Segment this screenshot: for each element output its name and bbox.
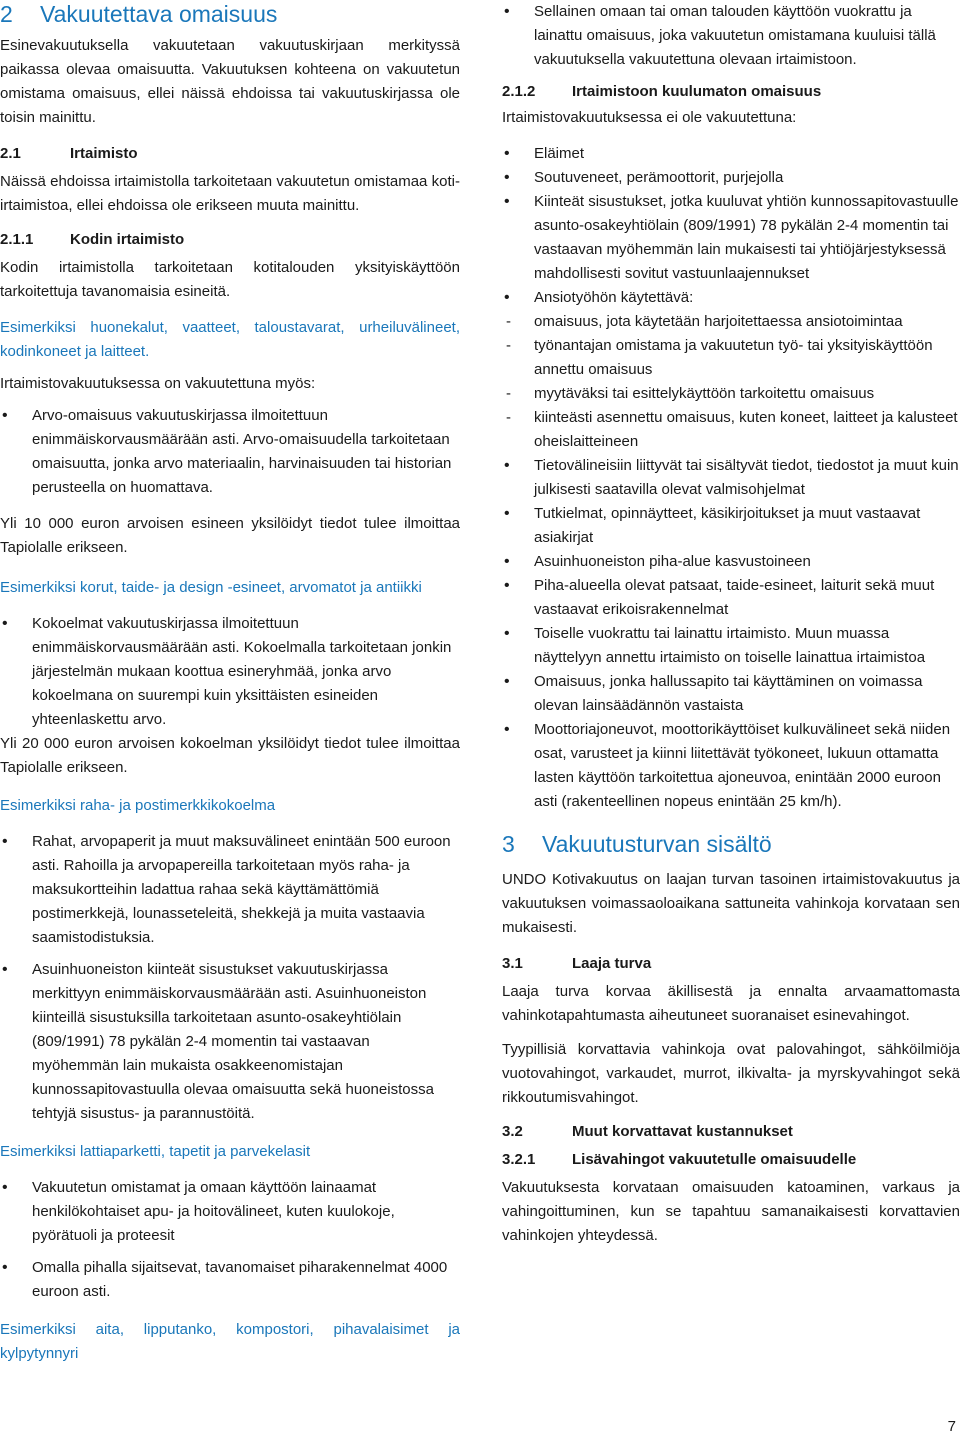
list-item: • Eläimet xyxy=(502,142,960,166)
list-item: • Arvo-omaisuus vakuutuskirjassa ilmoitettuun enimmäiskorvausmäärään asti. Arvo-omaisuudella tarkoitetaan omaisuutta, jonka arvo materiaalin, harvinaisuuden tai historian perusteella on huomattava. xyxy=(0,404,460,500)
example-note-3: Esimerkiksi raha- ja postimerkkikokoelma xyxy=(0,797,276,814)
list-item: • Kokoelmat vakuutuskirjassa ilmoitettuun enimmäiskorvausmäärään asti. Kokoelmalla tarkoitetaan jonkin järjestelmän mukaan koottua esineryhmää, jonka arvo kokoelmana on suurempi kuin yksittäisten esineiden yhteenlaskettu arvo. xyxy=(0,612,460,732)
list-item: • Moottoriajoneuvot, moottorikäyttöiset kulkuvälineet sekä niiden osat, varusteet ja kiinni liitettävät työkoneet, lukuun ottamatta lasten käyttöön tarkoitettua ajoneuvoa, enintään 2000 euroon asti (rakenteellinen nopeus enintään 25 km/h). xyxy=(502,718,960,814)
dash-item: - myytäväksi tai esittelykäyttöön tarkoitettu omaisuus xyxy=(502,382,960,406)
subsection-2-1-paragraph: Näissä ehdoissa irtaimistolla tarkoitetaan vakuutetun omistamaa koti-irtaimistoa, ellei ehdoissa ole erikseen muuta mainittu. xyxy=(0,173,460,214)
subsection-2-1-2-paragraph: Irtaimistovakuutuksessa ei ole vakuutettuna: xyxy=(502,109,797,126)
intro-paragraph: Esinevakuutuksella vakuutetaan vakuutuskirjaan merkityssä paikassa olevaa omaisuutta. Vakuutuksen kohteena on vakuutetun omistama omaisuus, ellei näissä ehdoissa tai vakuutuskirjassa ole toisin mainittu. xyxy=(0,37,460,126)
dash-item: - omaisuus, jota käytetään harjoitettaessa ansiotoimintaa xyxy=(502,310,960,334)
list-item: • Vakuutetun omistamat ja omaan käyttöön lainaamat henkilökohtaiset apu- ja hoitovälineet, kuten kuulokoje, pyörätuoli ja proteesit xyxy=(0,1176,460,1248)
list-item: • Soutuveneet, perämoottorit, purjejolla xyxy=(502,166,960,190)
section-2-heading: 2 Vakuutettava omaisuus xyxy=(0,1,278,27)
list-item: • Toiselle vuokrattu tai lainattu irtaimisto. Muun muassa näyttelyyn annettu irtaimisto on toiselle lainattua irtaimistoa xyxy=(502,622,960,670)
subsection-3-2-1-heading: 3.2.1 Lisävahingot vakuutetulle omaisuudelle xyxy=(502,1151,857,1168)
subsection-3-1-paragraph-b: Tyypillisiä korvattavia vahinkoja ovat palovahingot, sähköilmiöja vuotovahingot, varkaudet, murrot, ilkivalta- ja myrskyvahingot sekä rikkoutumisvahingot. xyxy=(502,1041,960,1106)
list-item: • Sellainen omaan tai oman talouden käyttöön vuokrattu ja lainattu omaisuus, joka vakuutetun omistamana kuuluisi tällä vakuutuksella vakuutettuna olevaan irtaimistoon. xyxy=(502,0,960,72)
business-use-dash-list xyxy=(502,310,960,454)
dash-item: - kiinteästi asennettu omaisuus, kuten koneet, laitteet ja kalusteet oheislaitteineen xyxy=(502,406,960,454)
subsection-3-2-heading: 3.2 Muut korvattavat kustannukset xyxy=(502,1123,793,1140)
list-item: • Omalla pihalla sijaitsevat, tavanomaiset piharakennelmat 4000 euroon asti. xyxy=(0,1256,460,1304)
example-note-1: Esimerkiksi huonekalut, vaatteet, taloustavarat, urheiluvälineet, kodinkoneet ja laitteet. xyxy=(0,319,460,360)
example-note-2: Esimerkiksi korut, taide- ja design -esineet, arvomatot ja antiikki xyxy=(0,579,422,596)
section-3-paragraph: UNDO Kotivakuutus on laajan turvan tasoinen irtaimistovakuutus ja vakuutuksen voimassaoloaikana sattuneita vahinkoja korvataan sen mukaisesti. xyxy=(502,871,960,936)
subsection-2-1-1-heading: 2.1.1 Kodin irtaimisto xyxy=(0,231,185,248)
subsection-3-2-1-paragraph: Vakuutuksesta korvataan omaisuuden katoaminen, varkaus ja vahingoittuminen, kun se tapahtuu samanaikaisesti korvattavien vahinkojen yhteydessä. xyxy=(502,1179,960,1244)
list-item: • Asuinhuoneiston piha-alue kasvustoineen xyxy=(502,550,960,574)
subsection-2-1-heading: 2.1 Irtaimisto xyxy=(0,145,138,162)
valuables-list xyxy=(0,404,460,500)
example-note-4: Esimerkiksi lattiaparketti, tapetit ja parvekelasit xyxy=(0,1143,311,1160)
also-insured-intro: Irtaimistovakuutuksessa on vakuutettuna myös: xyxy=(0,375,316,392)
subsection-2-1-2-heading: 2.1.2 Irtaimistoon kuulumaton omaisuus xyxy=(502,83,822,100)
example-note-5: Esimerkiksi aita, lipputanko, kompostori, pihavalaisimet ja kylpytynnyri xyxy=(0,1321,460,1362)
valuables-notice: Yli 10 000 euron arvoisen esineen yksilöidyt tiedot tulee ilmoittaa Tapiolalle erikseen. xyxy=(0,515,460,556)
excluded-list-b xyxy=(502,454,960,814)
dash-item: - työnantajan omistama ja vakuutetun työ- tai yksityiskäyttöön annettu omaisuus xyxy=(502,334,960,382)
list-item: • Rahat, arvopaperit ja muut maksuvälineet enintään 500 euroon asti. Rahoilla ja arvopapereilla tarkoitetaan myös raha- ja maksukortteihin ladattua rahaa sekä käyttämättömiä postimerkkejä, lounasseteleitä, shekkejä ja muita vastaavia saamistodistuksia. xyxy=(0,830,460,950)
subsection-3-1-paragraph-a: Laaja turva korvaa äkillisestä ja ennalta arvaamattomasta vahinkotapahtumasta aiheutuneet suoranaiset esinevahingot. xyxy=(502,983,960,1024)
list-item: • Tutkielmat, opinnäytteet, käsikirjoitukset ja muut vastaavat asiakirjat xyxy=(502,502,960,550)
left-column xyxy=(0,0,460,1366)
right-column xyxy=(502,0,960,1248)
rented-property-list xyxy=(502,0,960,72)
money-fixtures-list xyxy=(0,830,460,1126)
page-number: 7 xyxy=(947,1418,956,1435)
list-item: • Ansiotyöhön käytettävä: xyxy=(502,286,960,310)
section-3-heading: 3 Vakuutusturvan sisältö xyxy=(502,831,772,857)
list-item: • Asuinhuoneiston kiinteät sisustukset vakuutuskirjassa merkittyyn enimmäiskorvausmäärään asti. Asuinhuoneiston kiinteillä sisustuksilla tarkoitetaan asunto-osakeyhtiölain (809/1991) 78 pykälän 2-4 momentin tai vastaavan myöhemmän lain mukaista osakkeenomistajan kunnossapitovastuulla olevaa omaisuutta sekä huoneistossa tehtyjä sisustus- ja parannustöitä. xyxy=(0,958,460,1126)
collections-notice: Yli 20 000 euron arvoisen kokoelman yksilöidyt tiedot tulee ilmoittaa Tapiolalle erikseen. xyxy=(0,735,460,776)
subsection-2-1-1-paragraph: Kodin irtaimistolla tarkoitetaan kotitalouden yksityiskäyttöön tarkoitettuja tavanomaisia esineitä. xyxy=(0,259,460,300)
list-item: • Kiinteät sisustukset, jotka kuuluvat yhtiön kunnossapitovastuulle asunto-osakeyhtiölain (809/1991) 78 pykälän 2-4 momentin tai vastaavan myöhemmän lain mukaisesti tai yhtiöjärjestyksessä mahdollisesti sovitut vastuunlaajennukset xyxy=(502,190,960,286)
subsection-3-1-heading: 3.1 Laaja turva xyxy=(502,955,652,972)
collections-list xyxy=(0,612,460,732)
excluded-list-a xyxy=(502,142,960,310)
list-item: • Tietovälineisiin liittyvät tai sisältyvät tiedot, tiedostot ja muut kuin julkisesti saatavilla olevat valmisohjelmat xyxy=(502,454,960,502)
list-item: • Omaisuus, jonka hallussapito tai käyttäminen on voimassa olevan lainsäädännön vastaista xyxy=(502,670,960,718)
list-item: • Piha-alueella olevat patsaat, taide-esineet, laiturit sekä muut vastaavat erikoisrakennelmat xyxy=(502,574,960,622)
aids-yard-list xyxy=(0,1176,460,1304)
